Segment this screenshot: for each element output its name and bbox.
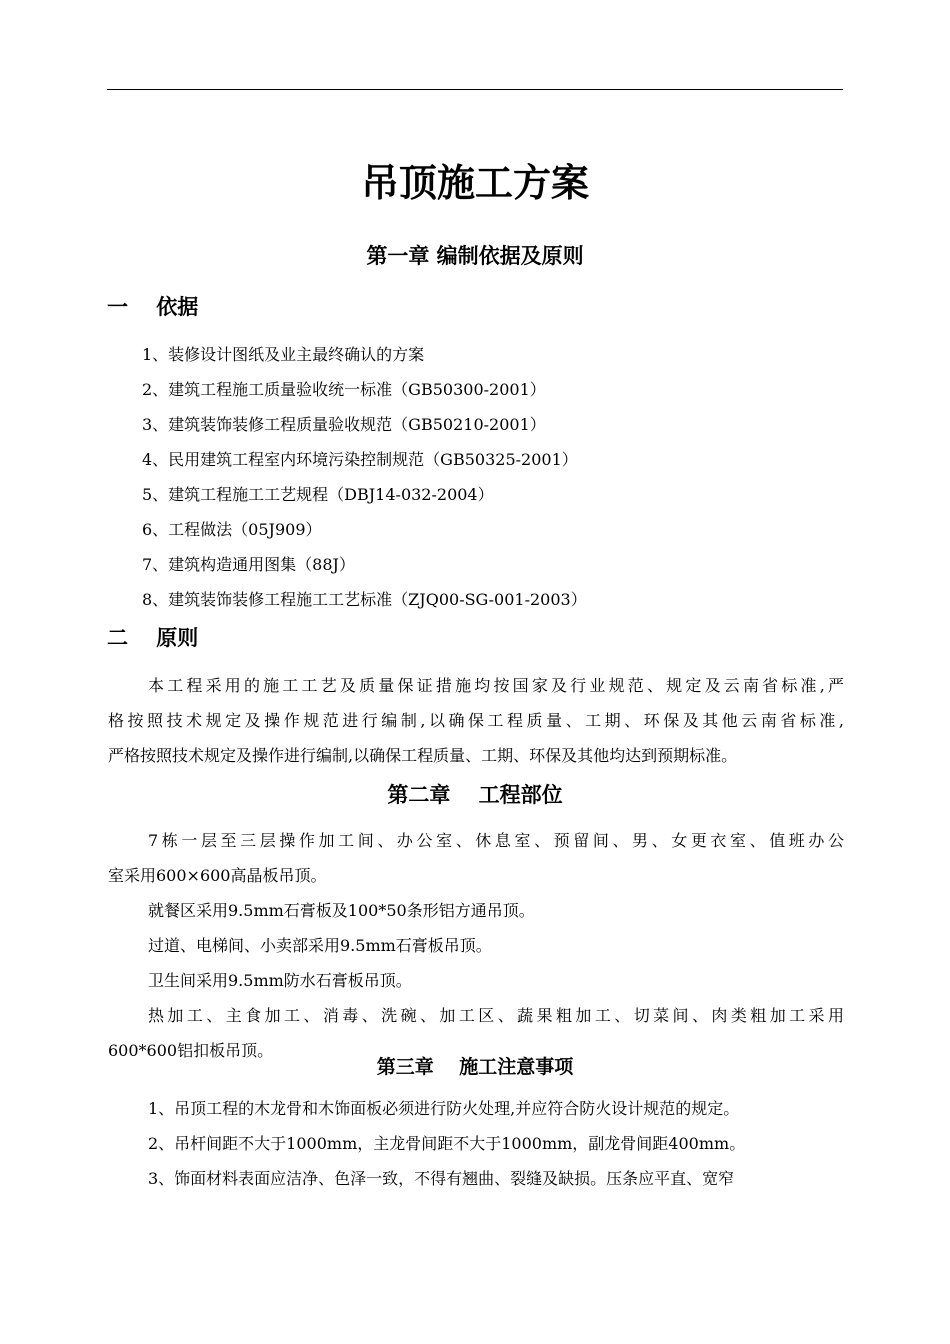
basis-item-3: 3、建筑装饰装修工程质量验收规范（GB50210-2001） bbox=[142, 415, 546, 434]
section-basis-heading: 一 依据 bbox=[107, 295, 199, 319]
document-title: 吊顶施工方案 bbox=[360, 161, 589, 205]
basis-item-1: 1、装修设计图纸及业主最终确认的方案 bbox=[142, 345, 425, 364]
basis-item-6: 6、工程做法（05J909） bbox=[142, 520, 322, 539]
basis-item-4: 4、民用建筑工程室内环境污染控制规范（GB50325-2001） bbox=[142, 450, 578, 469]
basis-item-7: 7、建筑构造通用图集（88J） bbox=[142, 555, 355, 574]
basis-item-5: 5、建筑工程施工工艺规程（DBJ14-032-2004） bbox=[142, 485, 494, 504]
basis-item-2: 2、建筑工程施工质量验收统一标准（GB50300-2001） bbox=[142, 380, 546, 399]
principle-paragraph bbox=[108, 668, 844, 773]
principle-line-3: 严格按照技术规定及操作进行编制,以确保工程质量、工期、环保及其他均达到预期标准。 bbox=[108, 746, 738, 765]
section-principle-heading: 二 原则 bbox=[107, 626, 199, 650]
location-paragraph bbox=[108, 823, 844, 1068]
precaution-line-2: 2、吊杆间距不大于1000mm，主龙骨间距不大于1000mm，副龙骨间距400mm。 bbox=[148, 1134, 746, 1153]
location-line-3: 就餐区采用9.5mm石膏板及100*50条形铝方通吊顶。 bbox=[148, 901, 535, 920]
principle-line-2: 格按照技术规定及操作规范进行编制,以确保工程质量、工期、环保及其他云南省标准, bbox=[108, 711, 844, 730]
location-line-5: 卫生间采用9.5mm防水石膏板吊顶。 bbox=[148, 971, 412, 990]
header-rule bbox=[107, 89, 843, 90]
chapter-2-heading: 第二章 工程部位 bbox=[387, 783, 563, 807]
precaution-line-1: 1、吊顶工程的木龙骨和木饰面板必须进行防火处理,并应符合防火设计规范的规定。 bbox=[148, 1099, 740, 1118]
location-line-2: 室采用600×600高晶板吊顶。 bbox=[108, 866, 327, 885]
precaution-line-3: 3、饰面材料表面应洁净、色泽一致，不得有翘曲、裂缝及缺损。压条应平直、宽窄 bbox=[148, 1169, 735, 1188]
basis-item-8: 8、建筑装饰装修工程施工工艺标准（ZJQ00-SG-001-2003） bbox=[142, 590, 587, 609]
principle-line-1: 本工程采用的施工工艺及质量保证措施均按国家及行业规范、规定及云南省标准,严 bbox=[148, 676, 844, 695]
location-line-4: 过道、电梯间、小卖部采用9.5mm石膏板吊顶。 bbox=[148, 936, 492, 955]
location-line-1: 7栋一层至三层操作加工间、办公室、休息室、预留间、男、女更衣室、值班办公 bbox=[148, 831, 844, 850]
location-line-7: 600*600铝扣板吊顶。 bbox=[108, 1041, 274, 1060]
location-line-6: 热加工、主食加工、消毒、洗碗、加工区、蔬果粗加工、切菜间、肉类粗加工采用 bbox=[148, 1006, 844, 1025]
precautions-paragraph bbox=[108, 1091, 844, 1196]
chapter-1-heading: 第一章 编制依据及原则 bbox=[366, 244, 584, 268]
chapter-3-heading: 第三章 施工注意事项 bbox=[376, 1056, 574, 1078]
